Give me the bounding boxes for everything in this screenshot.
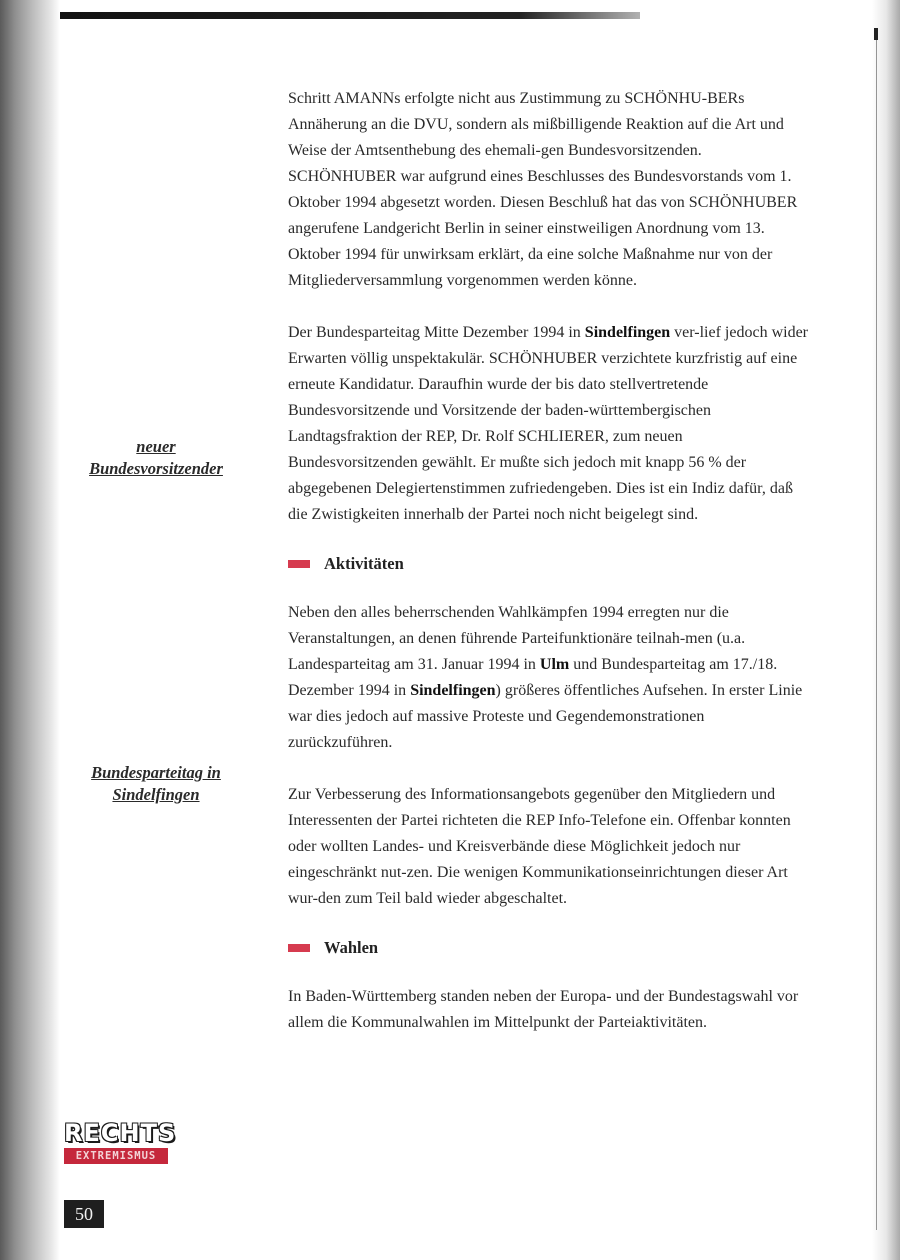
- bold-place-name: Sindelfingen: [410, 682, 496, 699]
- bold-place-name: Sindelfingen: [584, 324, 671, 341]
- top-rule: [36, 12, 640, 19]
- margin-note-line: neuer: [136, 437, 176, 456]
- margin-note-line: Sindelfingen: [112, 785, 200, 804]
- rechtsextremismus-logo: [64, 1119, 177, 1164]
- margin-note-line: Bundesvorsitzender: [89, 459, 223, 478]
- paragraph-amann: Schritt AMANNs erfolgte nicht aus Zustimmung zu SCHÖNHU-BERs Annäherung an die DVU, sondern als mißbilligende Reaktion auf die Art und Weise der Amtsenthebung des ehemali-gen Bundesvorsitzenden. SCHÖNHUBER war aufgrund eines Beschlusses des Bundesvorstands vom 1. Oktober 1994 abgesetzt worden. Diesen Beschluß hat das von SCHÖNHUBER angerufene Landgericht Berlin in seiner einstweiligen Anordnung vom 13. Oktober 1994 für unwirksam erklärt, da eine solche Maßnahme nur von der Mitgliederversammlung vorgenommen werden könne.: [288, 90, 798, 289]
- logo-word-top: RECHTS: [64, 1119, 177, 1147]
- text-span: Der Bundesparteitag Mitte Dezember 1994 in: [288, 324, 585, 341]
- margin-note-bundesparteitag: [56, 762, 256, 806]
- bullet-square-icon: [288, 560, 310, 568]
- margin-note-line: Bundesparteitag in: [91, 763, 221, 782]
- paragraph-info-telefone: Zur Verbesserung des Informationsangebots gegenüber den Mitgliedern und Interessenten der Partei richteten die REP Info-Telefone ein. Offenbar konnten oder wollten Landes- und Kreisverbände diese Möglichkeit jedoch nur eingeschränkt nut-zen. Die wenigen Kommunikationseinrichtungen dieser Art wur-den zum Teil bald wieder abgeschaltet.: [288, 786, 791, 907]
- paragraph-baden-wuerttemberg: In Baden-Württemberg standen neben der Europa- und der Bundestagswahl vor allem die Kommunalwahlen im Mittelpunkt der Parteiaktivitäten.: [288, 988, 799, 1031]
- margin-note-neuer-bundesvorsitzender: [56, 436, 256, 480]
- bold-place-name: Ulm: [539, 656, 570, 673]
- paragraph-bundesparteitag: [288, 320, 808, 528]
- logo-word-bottom: EXTREMISMUS: [64, 1148, 168, 1164]
- heading-text: Wahlen: [324, 938, 379, 957]
- edge-line: [876, 40, 877, 1230]
- edge-mark: [874, 28, 878, 40]
- text-span: ver-lief jedoch wider Erwarten völlig unspektakulär. SCHÖNHUBER verzichtete kurzfristig auf eine erneute Kandidatur. Daraufhin wurde der bis dato stellvertretende Bundesvorsitzende und Vorsitzende der baden-württembergischen Landtagsfraktion der REP, Dr. Rolf SCHLIERER, zum neuen Bundesvorsitzenden gewählt. Er mußte sich jedoch mit knapp 56 % der abgegebenen Delegiertenstimmen zufriedengeben. Dies ist ein Indiz dafür, daß die Zwistigkeiten innerhalb der Partei noch nicht beigelegt sind.: [288, 324, 808, 523]
- main-text-column: [288, 86, 808, 1036]
- page-number: 50: [64, 1200, 104, 1228]
- text-span: ) größeres öffentliches Aufsehen. In erster Linie war dies jedoch auf massive Proteste und Gegendemonstrationen zurückzuführen.: [288, 682, 803, 751]
- paragraph-veranstaltungen: [288, 600, 808, 756]
- bullet-square-icon: [288, 944, 310, 952]
- page-edge-shadow-left: [0, 0, 60, 1260]
- section-heading-wahlen: [288, 938, 808, 958]
- text-span: und Bundesparteitag am 17./18. Dezember 1994 in: [288, 656, 778, 699]
- heading-text: Aktivitäten: [324, 554, 404, 573]
- text-span: Neben den alles beherrschenden Wahlkämpfen 1994 erregten nur die Veranstaltungen, an denen führende Parteifunktionäre teilnah-men (u.a. Landesparteitag am 31. Januar 1994 in: [288, 604, 746, 673]
- section-heading-aktivitaeten: [288, 554, 808, 574]
